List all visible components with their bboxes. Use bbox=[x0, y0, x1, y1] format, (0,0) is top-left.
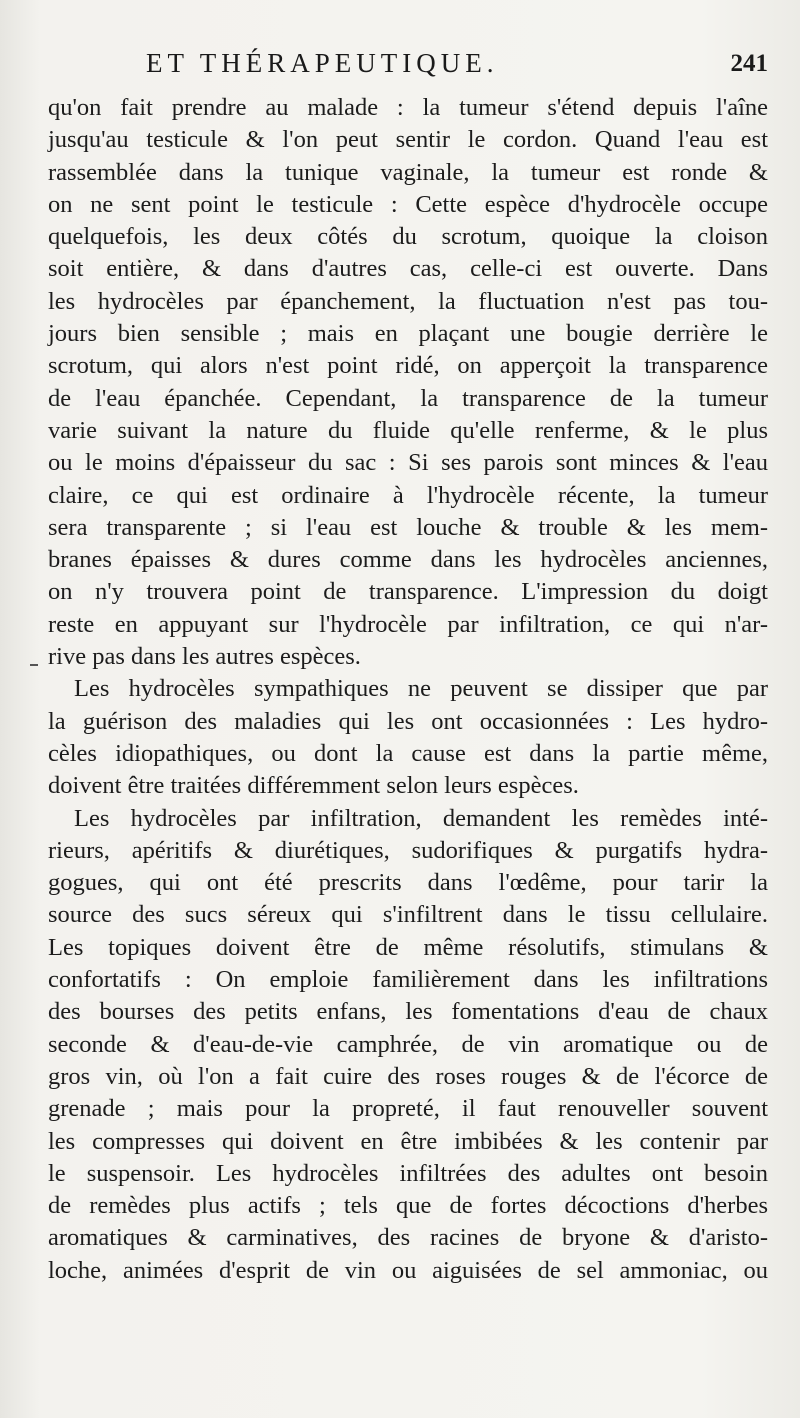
text-line: les compresses qui doivent en être imbibées & les contenir par bbox=[48, 1127, 768, 1155]
text-line: les hydrocèles par épanchement, la fluctuation n'est pas tou- bbox=[48, 287, 768, 315]
margin-mark bbox=[30, 664, 38, 666]
text-line: Les hydrocèles sympathiques ne peuvent se dissiper que par bbox=[74, 675, 768, 703]
text-line: claire, ce qui est ordinaire à l'hydrocèle récente, la tumeur bbox=[48, 481, 768, 509]
text-line: reste en appuyant sur l'hydrocèle par infiltration, ce qui n'ar- bbox=[48, 610, 768, 638]
text-line: cèles idiopathiques, ou dont la cause est dans la partie même, bbox=[48, 739, 768, 767]
text-line: source des sucs séreux qui s'infiltrent dans le tissu cellulaire. bbox=[48, 901, 768, 929]
text-line: rieurs, apéritifs & diurétiques, sudorifiques & purgatifs hydra- bbox=[48, 836, 768, 864]
text-line: des bourses des petits enfans, les fomentations d'eau de chaux bbox=[48, 998, 768, 1026]
text-line: varie suivant la nature du fluide qu'elle renferme, & le plus bbox=[48, 416, 768, 444]
text-line: gros vin, où l'on a fait cuire des roses rouges & de l'écorce de bbox=[48, 1062, 768, 1090]
page-number: 241 bbox=[730, 50, 768, 77]
text-line: la guérison des maladies qui les ont occasionnées : Les hydro- bbox=[48, 707, 768, 735]
text-line: sera transparente ; si l'eau est louche & trouble & les mem- bbox=[48, 513, 768, 541]
text-line: on ne sent point le testicule : Cette espèce d'hydrocèle occupe bbox=[48, 190, 768, 218]
text-line: de l'eau épanchée. Cependant, la transparence de la tumeur bbox=[48, 384, 768, 412]
text-line: aromatiques & carminatives, des racines de bryone & d'aristo- bbox=[48, 1224, 768, 1252]
text-line: jusqu'au testicule & l'on peut sentir le cordon. Quand l'eau est bbox=[48, 126, 768, 154]
text-line: on n'y trouvera point de transparence. L'impression du doigt bbox=[48, 578, 768, 606]
running-title: ET THÉRAPEUTIQUE. bbox=[146, 48, 499, 78]
text-line: qu'on fait prendre au malade : la tumeur s'étend depuis l'aîne bbox=[48, 94, 768, 121]
text-line: branes épaisses & dures comme dans les hydrocèles anciennes, bbox=[48, 546, 768, 574]
text-line: quelquefois, les deux côtés du scrotum, quoique la cloison bbox=[48, 223, 768, 251]
running-head bbox=[48, 48, 768, 88]
text-line: grenade ; mais pour la propreté, il faut renouveller souvent bbox=[48, 1095, 768, 1123]
text-line: de remèdes plus actifs ; tels que de fortes décoctions d'herbes bbox=[48, 1192, 768, 1220]
text-line: gogues, qui ont été prescrits dans l'œdême, pour tarir la bbox=[48, 869, 768, 897]
text-line: scrotum, qui alors n'est point ridé, on apperçoit la transparence bbox=[48, 352, 768, 380]
text-line: ou le moins d'épaisseur du sac : Si ses parois sont minces & l'eau bbox=[48, 449, 768, 477]
text-line: jours bien sensible ; mais en plaçant une bougie derrière le bbox=[48, 320, 768, 348]
text-line: le suspensoir. Les hydrocèles infiltrées des adultes ont besoin bbox=[48, 1159, 768, 1187]
body-text bbox=[48, 92, 768, 1287]
text-line: Les topiques doivent être de même résolutifs, stimulans & bbox=[48, 933, 768, 961]
text-line: loche, animées d'esprit de vin ou aiguisées de sel ammoniac, ou bbox=[48, 1256, 768, 1284]
text-line: rassemblée dans la tunique vaginale, la tumeur est ronde & bbox=[48, 158, 768, 186]
text-line: Les hydrocèles par infiltration, demandent les remèdes inté- bbox=[74, 804, 768, 832]
text-line: doivent être traitées différemment selon leurs espèces. bbox=[48, 772, 579, 800]
text-line: confortatifs : On emploie familièrement dans les infiltrations bbox=[48, 966, 768, 994]
text-line: rive pas dans les autres espèces. bbox=[48, 643, 361, 671]
text-line: soit entière, & dans d'autres cas, celle-ci est ouverte. Dans bbox=[48, 255, 768, 283]
text-line: seconde & d'eau-de-vie camphrée, de vin aromatique ou de bbox=[48, 1030, 768, 1058]
